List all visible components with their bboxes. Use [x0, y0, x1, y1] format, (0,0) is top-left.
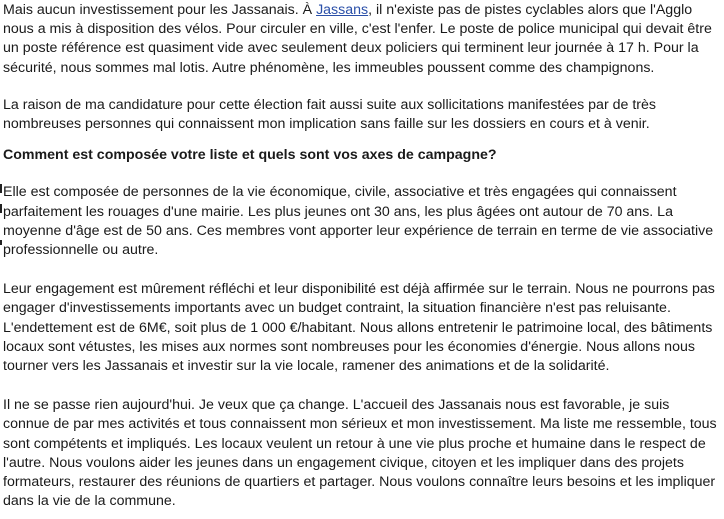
- cursor-mark: [0, 240, 2, 245]
- paragraph-change: Il ne se passe rien aujourd'hui. Je veux que ça change. L'accueil des Jassanais nous est favorable, je suis connue de par mes activités et tous connaissent mon sérieux et mon investissement. Ma liste me ressemble, tous sont compétents et impliqués. Les locaux veulent un retour à une vie plus proche et humaine dans le respect de l'autre. Nous voulons aider les jeunes dans un engagement civique, citoyen et les impliquer dans des projets formateurs, restaurer des réunions de quartiers et partager. Nous voulons connaître leurs besoins et les impliquer dans la vie de la commune.: [3, 397, 717, 510]
- cursor-mark: [0, 184, 2, 193]
- paragraph-engagement: Leur engagement est mûrement réfléchi et leur disponibilité est déjà affirmée sur le terrain. Nous ne pourrons pas engager d'investissements importants avec un budget contraint, la situation financière n'est pas reluisante. L'endettement est de 6M€, soit plus de 1 000 €/habitant. Nous allons entretenir le patrimoine local, des bâtiments locaux sont vétustes, les mises aux normes sont nombreuses pour les économies d'énergie. Nous allons nous tourner vers les Jassanais et investir sur la vie locale, ramener des animations et de la solidarité.: [3, 281, 715, 375]
- paragraph-text: Mais aucun investissement pour les Jassanais. À: [3, 2, 317, 18]
- interview-question: Comment est composée votre liste et quels sont vos axes de campagne?: [3, 147, 497, 164]
- paragraph-text: , il n'existe pas de pistes cyclables alors que l'Agglo nous a mis à disposition des vélos. Pour circuler en ville, c'est l'enfer. Le poste de police municipal qui devait être un poste référence est quasiment vide avec seulement deux policiers qui terminent leur journée à 17 h. Pour la sécurité, nous sommes mal lotis. Autre phénomène, les immeubles poussent comme des champignons.: [3, 2, 712, 76]
- cursor-mark: [0, 204, 2, 213]
- article-body: [3, 1, 719, 511]
- paragraph-intro: [3, 1, 719, 78]
- paragraph-candidature: La raison de ma candidature pour cette élection fait aussi suite aux sollicitations manifestées par de très nombreuses personnes qui connaissent mon implication sans faille sur les dossiers en cours et à venir.: [3, 96, 656, 133]
- jassans-link[interactable]: Jassans: [316, 2, 369, 18]
- paragraph-list-composition: Elle est composée de personnes de la vie économique, civile, associative et très engagées qui connaissent parfaitement les rouages d'une mairie. Les plus jeunes ont 30 ans, les plus âgées ont autour de 70 ans. La moyenne d'âge est de 50 ans. Ces membres vont apporter leur expérience de terrain en terme de vie associative professionnelle ou autre.: [3, 184, 714, 259]
